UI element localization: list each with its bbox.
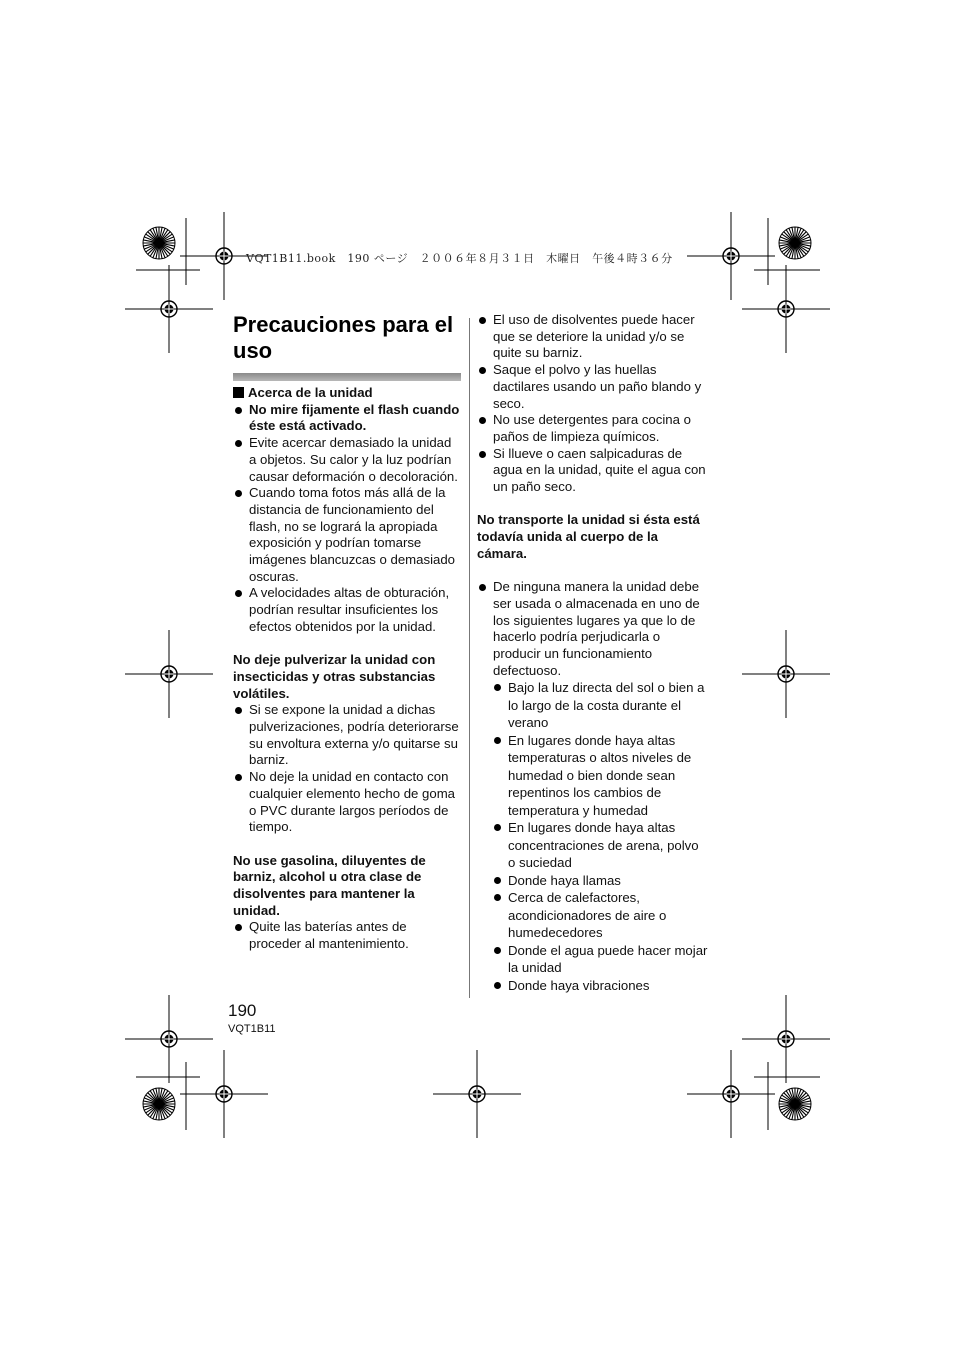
square-bullet-icon xyxy=(233,387,244,398)
sub-list-item: En lugares donde haya altas temperaturas o altos niveles de humedad o bien donde sean repentinos los cambios de temperatura y humedad xyxy=(492,732,709,820)
list-item: Quite las baterías antes de proceder al mantenimiento. xyxy=(233,919,461,952)
left-list-3 xyxy=(233,919,461,952)
bold-heading: No use gasolina, diluyentes de barniz, alcohol u otra clase de disolventes para mantener la unidad. xyxy=(233,852,426,918)
bold-heading: No transporte la unidad si ésta está todavía unida al cuerpo de la cámara. xyxy=(477,512,700,561)
sub-list-item: Donde haya llamas xyxy=(492,872,709,890)
section-heading xyxy=(233,385,461,402)
spacer xyxy=(477,496,709,513)
right-sub-list xyxy=(492,679,709,994)
list-item: De ninguna manera la unidad debe ser usada o almacenada en uno de los siguientes lugares ya que lo de hacerlo podría perjudicarla o producir un funcionamiento defectuoso. xyxy=(477,579,709,679)
document-code: VQT1B11 xyxy=(228,1023,276,1035)
section-heading-text: Acerca de la unidad xyxy=(248,385,373,400)
page-title: Precauciones para el uso xyxy=(233,312,454,363)
list-item: No deje la unidad en contacto con cualquier elemento hecho de goma o PVC durante largos períodos de tiempo. xyxy=(233,769,461,836)
sub-list-item: En lugares donde haya altas concentraciones de arena, polvo o suciedad xyxy=(492,819,709,872)
sub-list-item: Bajo la luz directa del sol o bien a lo largo de la costa durante el verano xyxy=(492,679,709,732)
list-item: A velocidades altas de obturación, podrían resultar insuficientes los efectos obtenidos por la unidad. xyxy=(233,585,461,635)
right-column xyxy=(477,312,709,994)
list-item: El uso de disolventes puede hacer que se deteriore la unidad y/o se quite su barniz. xyxy=(477,312,709,362)
sub-list-item: Donde el agua puede hacer mojar la unidad xyxy=(492,942,709,977)
list-item: Saque el polvo y las huellas dactilares usando un paño blando y seco. xyxy=(477,362,709,412)
column-divider xyxy=(469,318,470,998)
right-list-1 xyxy=(477,312,709,496)
right-list-2 xyxy=(477,579,709,679)
list-item: No use detergentes para cocina o paños de limpieza químicos. xyxy=(477,412,709,445)
list-item: No mire fijamente el flash cuando éste está activado. xyxy=(233,402,461,435)
spacer xyxy=(233,636,461,653)
left-column xyxy=(233,312,461,953)
title-rule xyxy=(233,373,461,381)
sub-list-item: Donde haya vibraciones xyxy=(492,977,709,995)
list-item: Cuando toma fotos más allá de la distancia de funcionamiento del flash, no se logrará la apropiada exposición y podrían tomarse imágenes blancuzcas o demasiado oscuras. xyxy=(233,485,461,585)
list-item: Si se expone la unidad a dichas pulverizaciones, podría deteriorarse su envoltura externa y/o quitarse su barniz. xyxy=(233,702,461,769)
left-list-2 xyxy=(233,702,461,836)
sub-list-item: Cerca de calefactores, acondicionadores de aire o humedecedores xyxy=(492,889,709,942)
list-item: Evite acercar demasiado la unidad a objetos. Su calor y la luz podrían causar deformación o decoloración. xyxy=(233,435,461,485)
spacer xyxy=(477,563,709,580)
left-list-1 xyxy=(233,402,461,636)
spacer xyxy=(233,836,461,853)
list-item: Si llueve o caen salpicaduras de agua en la unidad, quite el agua con un paño seco. xyxy=(477,446,709,496)
print-header: VQT1B11.book 190 ページ ２００６年８月３１日 木曜日 午後４時３６分 xyxy=(246,252,673,265)
bold-heading: No deje pulverizar la unidad con insecticidas y otras substancias volátiles. xyxy=(233,652,436,701)
page-number: 190 xyxy=(228,1001,257,1020)
